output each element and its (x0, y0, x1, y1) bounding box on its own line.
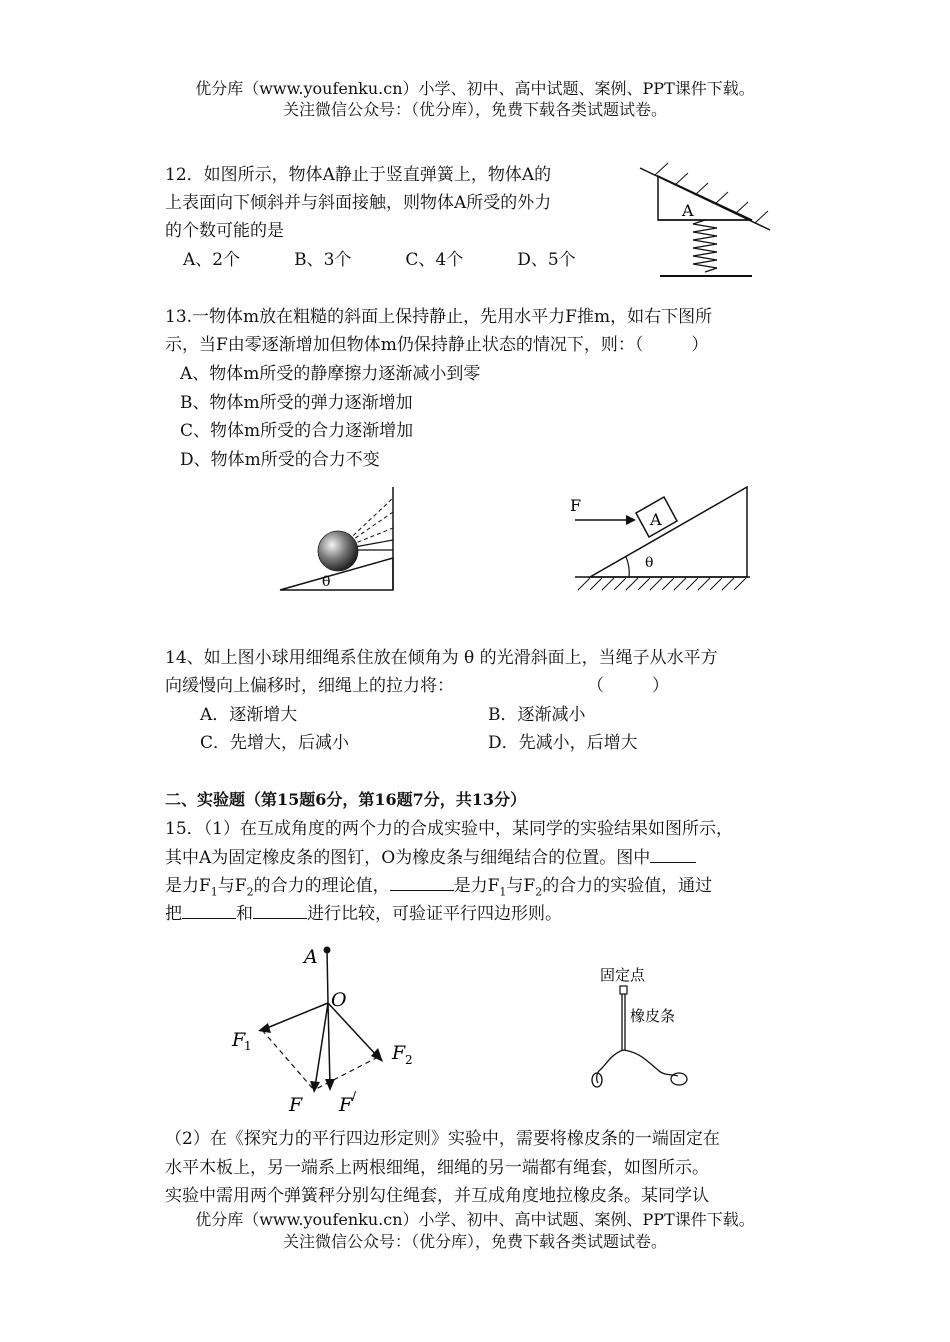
footer-line-2: 关注微信公众号：（优分库），免费下载各类试题试卷。 (282, 1232, 667, 1251)
fixed-pin (620, 986, 627, 994)
q15-line-3-d: 是力F (453, 876, 500, 896)
q14-paren-open: （ (587, 676, 604, 696)
header-line-2: 关注微信公众号：（优分库），免费下载各类试题试卷。 (282, 100, 667, 119)
q15-line-4-b: 和 (236, 904, 253, 924)
q12-option-d: D、5个 (517, 250, 576, 270)
q15-blank-1[interactable] (650, 846, 696, 863)
q15-line-3-c: 的合力的理论值， (253, 876, 390, 896)
q14-line-2 (165, 675, 669, 697)
q14-option-b: B．逐渐减小 (488, 705, 586, 725)
incline-hatch (655, 163, 768, 223)
incline-surface-line (640, 168, 770, 230)
rope-slanted (338, 540, 393, 550)
q15-blank-3[interactable] (182, 902, 236, 919)
q15-line-1: 15．（1）在互成角度的两个力的合成实验中，某同学的实验结果如图所示， (165, 819, 733, 839)
arrow-f2 (328, 1003, 378, 1057)
ground-hatch (578, 578, 746, 590)
q13-line-2 (165, 334, 708, 356)
q15-part2-line-2: 水平木板上，另一端系上两根细绳，细绳的另一端都有绳套，如图所示。 (165, 1158, 709, 1178)
q15-sub-2b: 2 (535, 885, 543, 899)
label-fprime: F (339, 1094, 353, 1116)
q15-line-3 (165, 874, 712, 903)
q12-options (183, 249, 576, 271)
arrow-f1 (262, 1003, 328, 1030)
q15-part2-line-1: （2）在《探究力的平行四边形定则》实验中，需要将橡皮条的一端固定在 (165, 1129, 720, 1149)
block-a-box (636, 497, 677, 537)
arrow-fprime (328, 1003, 330, 1085)
block-a-incline-label: A (650, 510, 662, 529)
q13-option-d: D、物体m所受的合力不变 (180, 450, 380, 470)
q15-part2-line-3: 实验中需用两个弹簧秤分别勾住绳套，并互成角度地拉橡皮条。某同学认 (165, 1186, 709, 1206)
q13-option-a: A、物体m所受的静摩擦力逐渐减小到零 (180, 364, 481, 384)
q14-option-c: C．先增大，后减小 (200, 733, 350, 753)
label-f1: F (232, 1029, 246, 1051)
q14-option-a: A．逐渐增大 (200, 705, 298, 725)
q15-line-3-f: 的合力的实验值，通过 (542, 876, 713, 896)
label-f1-sub: 1 (244, 1039, 252, 1053)
label-f: F (289, 1094, 303, 1116)
theta-arc (626, 557, 629, 577)
q15-sub-1b: 1 (499, 885, 507, 899)
label-rubber-band: 橡皮条 (630, 1007, 676, 1025)
pin-a-dot (324, 947, 331, 954)
rubber-line-ao (327, 950, 328, 1003)
q15-line-3-a: 是力F (165, 876, 211, 896)
incline-wedge (590, 487, 747, 577)
incline-theta-label: θ (645, 555, 654, 571)
ball-theta-label: θ (322, 574, 331, 590)
q13-paren-close: ） (691, 335, 709, 355)
loop-right (671, 1073, 687, 1085)
q12-line-1: 12．如图所示，物体A静止于竖直弹簧上，物体A的 (165, 165, 552, 185)
label-f2-sub: 2 (405, 1053, 413, 1067)
incline-triangle (280, 558, 393, 590)
q12-line-2: 上表面向下倾斜并与斜面接触，则物体A所受的外力 (165, 193, 552, 213)
q12-option-c: C、4个 (405, 250, 464, 270)
q15-line-2 (165, 846, 696, 869)
q15-blank-2[interactable] (390, 874, 454, 891)
force-f-arrowhead (626, 515, 636, 525)
arrowhead-f1 (258, 1023, 271, 1033)
ball-shape (318, 531, 358, 571)
force-f-label: F (570, 496, 582, 515)
header-line-1: 优分库（www.youfenku.cn）小学、初中、高中试题、案例、PPT课件下载。 (195, 79, 755, 98)
q12-option-a: A、2个 (183, 250, 241, 270)
dash-f2-f (314, 1057, 378, 1090)
q15-sub-2a: 2 (246, 885, 254, 899)
label-fprime-mark: / (352, 1089, 357, 1103)
label-fixed-point: 固定点 (600, 966, 646, 984)
q15-line-4 (165, 902, 562, 925)
dash-f1-f (262, 1030, 314, 1090)
q14-paren-close: ） (652, 676, 669, 696)
label-o: O (331, 989, 347, 1011)
q15-blank-4[interactable] (253, 902, 307, 919)
q13-option-c: C、物体m所受的合力逐渐增加 (180, 421, 414, 441)
q15-line-4-c: 进行比较，可验证平行四边形则。 (307, 904, 562, 924)
arrow-f (315, 1003, 328, 1087)
q12-line-3: 的个数可能的是 (165, 221, 284, 241)
loop-left (592, 1073, 602, 1087)
footer-line-1: 优分库（www.youfenku.cn）小学、初中、高中试题、案例、PPT课件下载。 (195, 1210, 755, 1229)
string-right (623, 1050, 678, 1076)
spring-coil (693, 220, 717, 272)
q14-option-d: D．先减小，后增大 (488, 733, 638, 753)
section-2-title: 二、实验题（第15题6分，第16题7分，共13分） (165, 790, 527, 809)
arrowhead-fprime (325, 1079, 335, 1091)
q15-sub-1a: 1 (210, 885, 218, 899)
q13-option-b: B、物体m所受的弹力逐渐增加 (180, 393, 413, 413)
block-a-shape (658, 176, 752, 220)
q15-line-4-a: 把 (165, 904, 182, 924)
label-f2: F (392, 1042, 406, 1064)
string-left (597, 1050, 623, 1083)
q15-line-3-e: 与F (506, 876, 536, 896)
arrowhead-f2 (371, 1048, 383, 1062)
q14-line-1: 14、如上图小球用细绳系住放在倾角为 θ 的光滑斜面上，当绳子从水平方 (165, 648, 718, 668)
block-a-label: A (682, 201, 694, 220)
arrowhead-f (310, 1081, 320, 1093)
q13-line-1: 13.一物体m放在粗糙的斜面上保持静止，先用水平力F推m，如右下图所 (165, 307, 713, 327)
q13-line-2-text: 示，当F由零逐渐增加但物体m仍保持静止状态的情况下，则：（ (165, 335, 644, 355)
q15-line-2-text: 其中A为固定橡皮条的图钉，O为橡皮条与细绳结合的位置。图中 (165, 848, 651, 868)
label-a: A (304, 946, 318, 968)
q12-option-b: B、3个 (294, 250, 352, 270)
q15-line-3-b: 与F (217, 876, 247, 896)
q14-line-2-text: 向缓慢向上偏移时，细绳上的拉力将： (165, 676, 454, 696)
rope-dashed-lines (338, 498, 393, 550)
